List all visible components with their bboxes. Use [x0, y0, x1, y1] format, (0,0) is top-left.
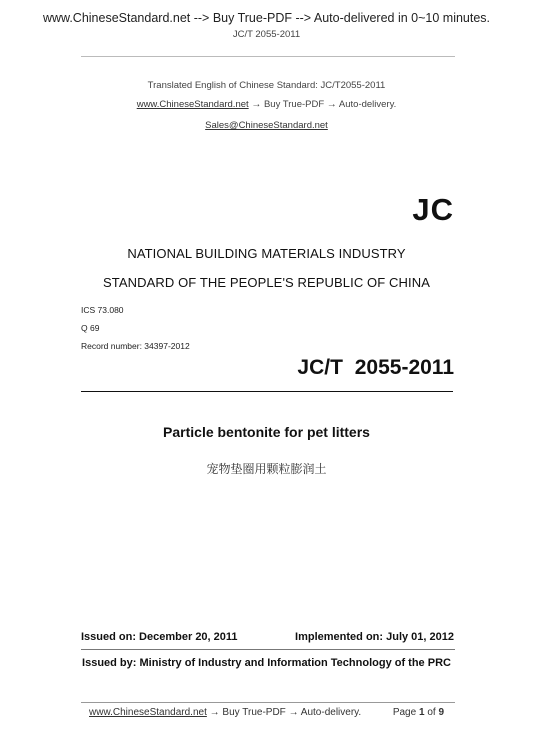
arrow-right-icon: → — [288, 707, 299, 718]
q-code: Q 69 — [81, 323, 100, 333]
footer-divider — [81, 702, 455, 703]
title-chinese: 宠物垫圈用颗粒膨润土 — [206, 462, 327, 476]
auto-delivery-text: Auto-delivery. — [338, 99, 397, 110]
arrow-right-icon: → — [326, 99, 337, 110]
industry-line-1: NATIONAL BUILDING MATERIALS INDUSTRY — [127, 246, 406, 261]
header-divider — [81, 56, 455, 57]
buy-true-pdf-text: Buy True-PDF — [263, 99, 325, 110]
category-code: JC — [412, 192, 454, 227]
top-banner: www.ChineseStandard.net --> Buy True-PDF --> Auto-delivered in 0~10 minutes. — [42, 11, 491, 25]
page-of: of — [427, 707, 436, 718]
footer-site-link[interactable]: www.ChineseStandard.net — [89, 707, 207, 718]
page-total: 9 — [438, 707, 444, 718]
footer-links — [89, 707, 361, 718]
email-row — [0, 120, 533, 131]
title-english: Particle bentonite for pet litters — [163, 424, 370, 440]
issuer-divider — [81, 649, 455, 650]
ics-code: ICS 73.080 — [81, 305, 124, 315]
arrow-right-icon: → — [209, 707, 220, 718]
issued-on: Issued on: December 20, 2011 — [81, 631, 238, 643]
standard-number: JC/T 2055-2011 — [297, 356, 454, 379]
title-divider — [81, 391, 453, 392]
translation-note: Translated English of Chinese Standard: JC/T2055-2011 — [147, 80, 386, 91]
implemented-on: Implemented on: July 01, 2012 — [295, 631, 454, 643]
site-link[interactable]: www.ChineseStandard.net — [136, 99, 249, 110]
record-number: Record number: 34397-2012 — [81, 341, 190, 351]
header-standard-code: JC/T 2055-2011 — [232, 29, 301, 40]
footer-delivery-text: Auto-delivery. — [300, 707, 362, 718]
page-indicator — [393, 707, 444, 718]
issued-by: Issued by: Ministry of Industry and Information Technology of the PRC — [82, 657, 451, 669]
translation-links — [0, 99, 533, 110]
page-current: 1 — [418, 707, 425, 718]
footer-buy-text: Buy True-PDF — [222, 707, 286, 718]
email-link[interactable]: Sales@ChineseStandard.net — [205, 120, 328, 131]
page-label: Page — [392, 707, 417, 718]
arrow-right-icon: → — [251, 99, 262, 110]
industry-line-2: STANDARD OF THE PEOPLE'S REPUBLIC OF CHINA — [103, 275, 430, 290]
